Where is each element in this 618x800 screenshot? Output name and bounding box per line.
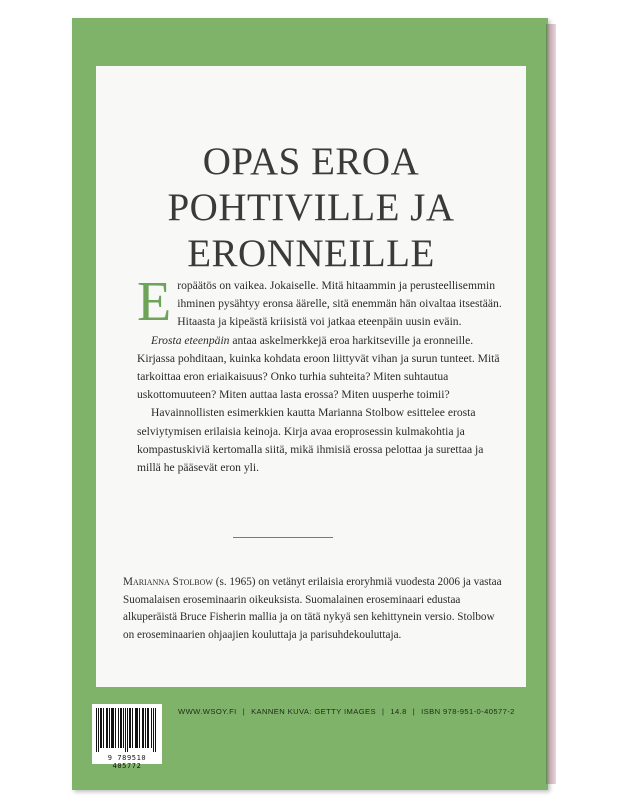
- barcode: [92, 704, 162, 770]
- title-line-2: POHTIVILLE JA: [167, 186, 455, 229]
- author-bio: [123, 574, 503, 644]
- publisher-website: WWW.WSOY.FI: [178, 707, 237, 716]
- divider: [233, 537, 333, 538]
- text-panel: [96, 66, 526, 687]
- library-class: 14.8: [390, 707, 407, 716]
- description-paragraph-1: [137, 271, 505, 333]
- page-edges: [546, 24, 556, 784]
- description: [137, 271, 505, 477]
- title-line-1: OPAS EROA: [202, 140, 420, 183]
- author-name: Marianna Stolbow: [123, 576, 213, 588]
- cover-credit: KANNEN KUVA: GETTY IMAGES: [251, 707, 376, 716]
- isbn: ISBN 978-951-0-40577-2: [421, 707, 515, 716]
- description-paragraph-3: Havainnollisten esimerkkien kautta Marianna Stolbow esittelee erosta selviytymisen erilaisia keinoja. Kirja avaa eroprosessin kulmakohtia ja kompastuskiviä kertomalla siitä, mikä ihmisiä erossa pelottaa ja surettaa ja millä he pääsevät eron yli.: [137, 406, 484, 475]
- publisher-info: WWW.WSOY.FI | KANNEN KUVA: GETTY IMAGES | 14.8 | ISBN 978-951-0-40577-2: [178, 707, 515, 716]
- barcode-bars: [96, 708, 158, 752]
- description-text-1: ropäätös on vaikea. Jokaiselle. Mitä hitaammin ja perusteellisemmin ihminen pysähtyy eronsa äärelle, sitä enemmän hän oivaltaa itsestään. Hitaasta ja kipeästä kriisistä voi jatkaa eteenpäin uusin eväin.: [177, 279, 502, 329]
- author-bio-text: (s. 1965) on vetänyt erilaisia eroryhmiä vuodesta 2006 ja vastaa Suomalaisen eroseminaarin oikeuksista. Suomalainen eroseminaari edustaa alkuperäistä Bruce Fisherin mallia ja on tätä nykyä sen kehittynein versio. Stolbow on eroseminaarien ohjaajien kouluttaja ja parisuhdekouluttaja.: [123, 576, 502, 641]
- description-text-2: antaa askelmerkkejä eroa harkitseville ja eronneille. Kirjassa pohditaan, kuinka kohdata eroon liittyvät vihan ja surun tunteet. Mitä tarkoittaa eron eriaikaisuus? Onko turhia suhteita? Miten suhtautua uskottomuuteen? Miten auttaa lasta erossa? Miten uusperhe toimii?: [137, 333, 500, 402]
- book-name-italic: Erosta eteenpäin: [151, 333, 230, 347]
- title-line-3: ERONNEILLE: [187, 232, 435, 275]
- book-title: [96, 139, 526, 277]
- barcode-number: 9 789510 405772: [107, 754, 147, 770]
- description-paragraph-2: [137, 332, 505, 405]
- dropcap: E: [137, 271, 172, 333]
